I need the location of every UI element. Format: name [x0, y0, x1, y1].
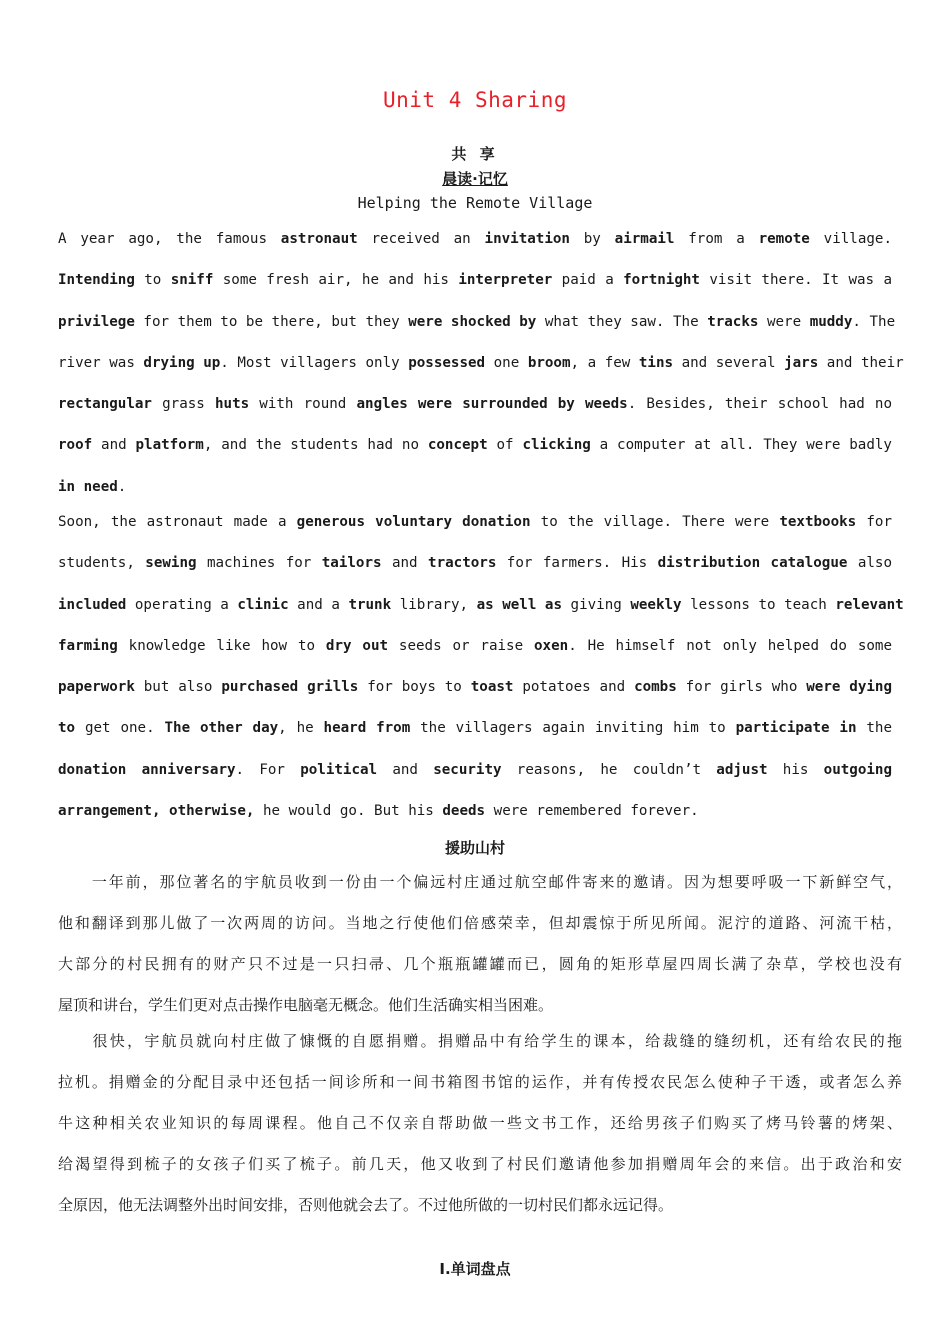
text-run: he would go. But his	[254, 803, 443, 820]
text-line	[58, 425, 892, 466]
english-passage-title: Helping the Remote Village	[357, 194, 593, 212]
vocabulary-term: were dying	[806, 679, 893, 696]
text-line	[58, 260, 892, 301]
text-run: for	[856, 514, 892, 530]
text-run: library,	[391, 596, 477, 613]
text-line	[58, 626, 892, 667]
vocabulary-term: included	[58, 596, 127, 613]
text-run: with round	[249, 396, 357, 413]
text-run: the	[856, 720, 892, 737]
text-run: paid a	[552, 272, 624, 289]
vocabulary-term: concept	[427, 437, 488, 454]
text-run: village.	[809, 231, 892, 247]
text-run: lessons to teach	[681, 596, 836, 613]
text-run: from a	[674, 231, 759, 247]
text-run: to	[134, 272, 171, 289]
text-run: a computer at all. They were badly	[590, 437, 892, 454]
vocabulary-term: interpreter	[458, 272, 553, 289]
vocabulary-term: donation anniversary	[58, 761, 236, 778]
text-run: some fresh air, he and his	[213, 272, 459, 289]
vocabulary-term: in need	[58, 478, 118, 495]
chinese-paragraph-2	[58, 1021, 902, 1226]
vocabulary-term: The other day	[164, 720, 279, 737]
text-line	[58, 384, 892, 425]
vocabulary-term: deeds	[442, 803, 486, 820]
text-line: 牛这种相关农业知识的每周课程。他自己不仅亲自帮助做一些文书工作，还给男孩子们购买了烤马铃薯的烤架、	[58, 1114, 902, 1132]
vocabulary-term: platform	[135, 437, 204, 454]
text-line	[58, 543, 892, 584]
vocabulary-term: participate in	[735, 720, 857, 737]
vocabulary-term: drying up	[143, 354, 221, 371]
vocabulary-term: trunk	[348, 596, 392, 613]
text-run: , he	[278, 720, 324, 737]
vocabulary-term: privilege	[58, 313, 135, 330]
vocabulary-term: distribution catalogue	[657, 555, 848, 572]
vocabulary-term: security	[433, 761, 502, 778]
text-run: and several	[673, 354, 785, 371]
vocabulary-term: sewing	[145, 555, 197, 572]
unit-subtitle: 共 享	[451, 145, 499, 163]
vocabulary-term: textbooks	[779, 514, 857, 530]
text-run: Soon, the astronaut made a	[58, 514, 297, 530]
text-line: 给渴望得到梳子的女孩子们买了梳子。前几天，他又收到了村民们邀请他参加捐赠周年会的来信。出于政治和安	[58, 1155, 902, 1173]
text-line: 屋顶和讲台，学生们更对点击操作电脑毫无概念。他们生活确实相当困难。	[58, 996, 554, 1014]
vocabulary-term: adjust	[716, 761, 768, 778]
text-run: for girls who	[676, 679, 807, 696]
vocabulary-term: clicking	[522, 437, 591, 454]
text-run: for farmers. His	[496, 555, 658, 572]
vocabulary-term: tins	[638, 354, 674, 371]
text-run: seeds or raise	[388, 637, 535, 654]
text-line	[58, 343, 904, 384]
text-run: for boys to	[358, 679, 471, 696]
text-line: 大部分的村民拥有的财产只不过是一只扫帚、几个瓶瓶罐罐而已，圆角的矩形草屋四周长满了杂草，学校也没有	[58, 955, 902, 973]
vocabulary-term: relevant	[835, 596, 904, 613]
vocabulary-term: as well as	[476, 596, 562, 613]
chinese-passage-title: 援助山村	[444, 839, 505, 857]
vocabulary-term: combs	[634, 679, 677, 696]
vocabulary-term: generous voluntary donation	[296, 514, 531, 530]
chinese-paragraph-1	[58, 862, 902, 1026]
section-heading: 晨读·记忆	[442, 170, 508, 188]
text-run: of	[487, 437, 523, 454]
text-run: also	[847, 555, 893, 572]
vocabulary-term: fortnight	[623, 272, 700, 289]
text-run: get one.	[75, 720, 165, 737]
text-run: , and the students had no	[203, 437, 428, 454]
vocabulary-term: purchased grills	[221, 679, 359, 696]
vocabulary-term: jars	[784, 354, 819, 371]
vocabulary-term: tracks	[707, 313, 759, 330]
english-paragraph-2	[58, 502, 904, 832]
text-line: 他和翻译到那儿做了一次两周的访问。当地之行使他们倍感荣幸，但却震惊于所见所闻。泥泞的道路、河流干枯，	[58, 914, 902, 932]
text-run: operating a	[126, 596, 238, 613]
text-run: . Most villagers only	[220, 354, 409, 371]
text-run: students,	[58, 555, 146, 572]
vocabulary-term: political	[300, 761, 378, 778]
text-run: . For	[235, 761, 301, 778]
vocabulary-term: astronaut	[280, 231, 358, 247]
text-run: were	[758, 313, 810, 330]
text-run: but also	[134, 679, 222, 696]
vocabulary-term: invitation	[484, 231, 570, 247]
text-line	[58, 502, 892, 543]
vocabulary-term: heard from	[323, 720, 411, 737]
text-run: visit there. It was a	[699, 272, 892, 289]
text-line	[58, 708, 892, 749]
vocabulary-term: sniff	[170, 272, 214, 289]
text-run: A year ago, the famous	[58, 231, 281, 247]
vocabulary-term: paperwork	[58, 679, 135, 696]
text-line: 拉机。捐赠金的分配目录中还包括一间诊所和一间书箱图书馆的运作，并有传授农民怎么使种子干透，或者怎么养	[58, 1073, 902, 1091]
vocabulary-term: to	[58, 720, 76, 737]
text-run: the villagers again inviting him to	[410, 720, 736, 737]
text-run: . Besides, their school had no	[627, 396, 893, 413]
text-run: machines for	[196, 555, 322, 572]
text-line: 全原因，他无法调整外出时间安排，否则他就会去了。不过他所做的一切村民们都永远记得。	[58, 1196, 674, 1214]
vocabulary-term: airmail	[614, 231, 675, 247]
text-run: and their	[818, 354, 904, 371]
text-line	[58, 219, 892, 260]
vocabulary-term: outgoing	[823, 761, 892, 778]
text-line: 很快，宇航员就向村庄做了慷慨的自愿捐赠。捐赠品中有给学生的课本，给裁缝的缝纫机，还有给农民的拖	[58, 1032, 902, 1050]
text-run: grass	[151, 396, 215, 413]
unit-title: Unit 4 Sharing	[382, 88, 567, 112]
vocabulary-term: tractors	[428, 555, 497, 572]
vocabulary-term: rectangular	[58, 396, 152, 413]
text-run: reasons, he couldn’t	[501, 761, 717, 778]
text-run: river was	[58, 354, 144, 371]
vocabulary-term: muddy	[809, 313, 853, 330]
text-run: , a few	[570, 354, 639, 371]
vocabulary-term: arrangement, otherwise,	[58, 803, 255, 820]
text-line	[58, 585, 904, 626]
text-run: by	[569, 231, 615, 247]
text-run: and	[377, 761, 434, 778]
vocabulary-term: angles were surrounded by weeds	[356, 396, 628, 413]
vocabulary-term: farming	[58, 637, 118, 654]
text-run: . He himself not only helped do some	[568, 637, 892, 654]
text-run: knowledge like how to	[117, 637, 326, 654]
vocabulary-term: clinic	[237, 596, 289, 613]
text-run: potatoes and	[513, 679, 635, 696]
text-line: 一年前，那位著名的宇航员收到一份由一个偏远村庄通过航空邮件寄来的邀请。因为想要呼吸一下新鲜空气，	[58, 873, 902, 891]
vocabulary-term: oxen	[534, 637, 569, 654]
text-run: one	[485, 354, 528, 371]
vocabulary-term: broom	[527, 354, 571, 371]
english-paragraph-1	[58, 219, 904, 508]
text-run: to the village. There were	[530, 514, 780, 530]
text-run: for them to be there, but they	[134, 313, 409, 330]
text-run: his	[767, 761, 824, 778]
text-run: . The	[852, 313, 896, 330]
text-run: were remembered forever.	[485, 803, 699, 820]
text-run: what they saw. The	[536, 313, 708, 330]
text-line	[58, 791, 892, 832]
text-line	[58, 667, 892, 708]
vocabulary-term: toast	[470, 679, 514, 696]
vocabulary-term: roof	[58, 437, 93, 454]
vocabulary-term: tailors	[321, 555, 382, 572]
text-line	[58, 750, 892, 791]
text-line	[58, 302, 896, 343]
vocabulary-term: were shocked by	[408, 313, 537, 330]
vocabulary-term: huts	[214, 396, 250, 413]
next-section-heading: I.单词盘点	[439, 1260, 511, 1278]
text-run: and	[381, 555, 429, 572]
text-run: .	[117, 478, 127, 495]
text-run: giving	[562, 596, 631, 613]
vocabulary-term: weekly	[630, 596, 682, 613]
vocabulary-term: possessed	[408, 354, 486, 371]
text-run: received an	[357, 231, 485, 247]
text-run: and a	[288, 596, 349, 613]
text-run: and	[92, 437, 136, 454]
vocabulary-term: remote	[758, 231, 810, 247]
vocabulary-term: Intending	[58, 272, 135, 289]
vocabulary-term: dry out	[325, 637, 389, 654]
